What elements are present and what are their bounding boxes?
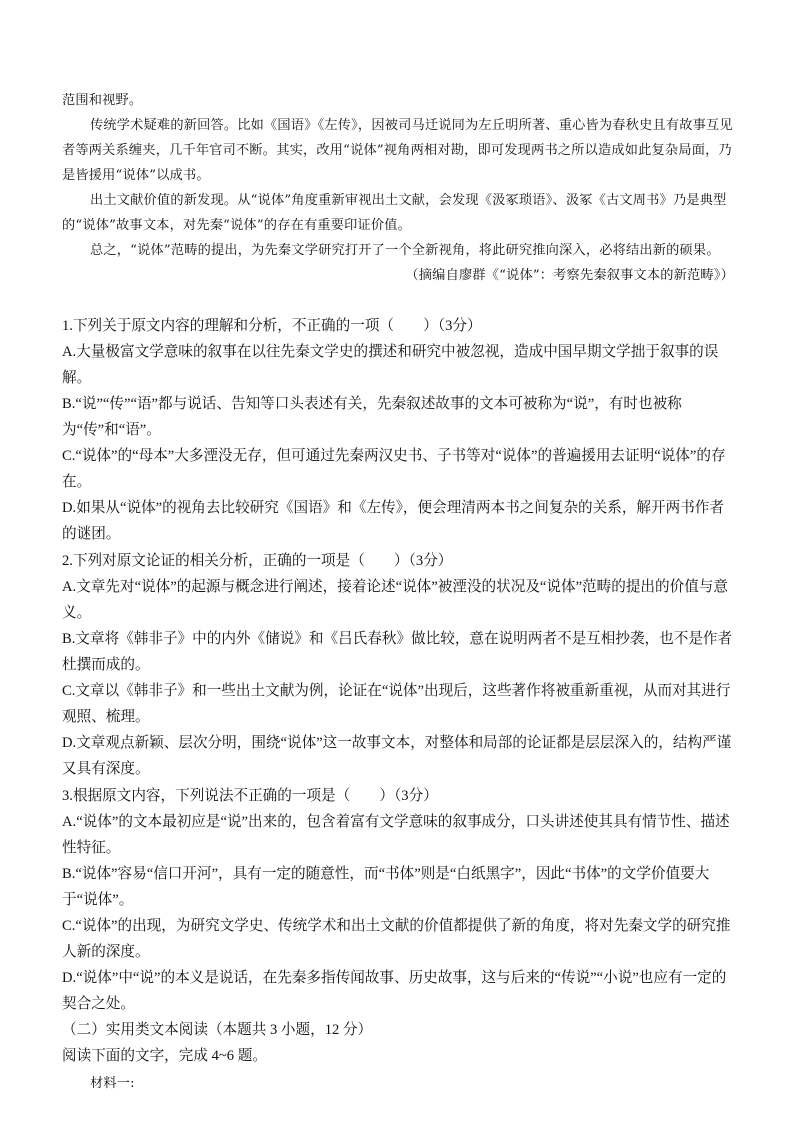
question-option: A.大量极富文学意味的叙事在以往先秦文学史的撰述和研究中被忽视，造成中国早期文学拙于叙事的误解。	[62, 344, 719, 386]
passage-paragraph: 总之，“说体”范畴的提出，为先秦文学研究打开了一个全新视角，将此研究推向深入，必将结出新的硕果。	[90, 243, 720, 258]
section-2	[62, 1017, 734, 1096]
section-heading: （二）实用类文本阅读（本题共 3 小题，12 分）	[62, 1022, 373, 1038]
question-option: B.文章将《韩非子》中的内外《储说》和《吕氏春秋》做比较，意在说明两者不是互相抄袭，也不是作者杜撰而成的。	[62, 631, 733, 673]
question-option: B.“说体”容易“信口开河”，具有一定的随意性，而“书体”则是“白纸黑字”，因此“书体”的文学价值要大于“说体”。	[62, 866, 710, 908]
question-option: A.文章先对“说体”的起源与概念进行阐述，接着论述“说体”被湮没的状况及“说体”范畴的提出的价值与意义。	[62, 579, 728, 621]
question-option: C.“说体”的“母本”大多湮没无存，但可通过先秦两汉史书、子书等对“说体”的普遍援用去证明“说体”的存在。	[62, 448, 726, 490]
question-option: C.“说体”的出现，为研究文学史、传统学术和出土文献的价值都提供了新的角度，将对先秦文学的研究推人新的深度。	[62, 918, 731, 960]
question-option: D.“说体”中“说”的本义是说话，在先秦多指传闻故事、历史故事，这与后来的“传说”“小说”也应有一定的契合之处。	[62, 970, 727, 1012]
passage-source: （摘编自廖群《“说体”：考察先秦叙事文本的新范畴》）	[405, 268, 734, 283]
question-option: D.如果从“说体”的视角去比较研究《国语》和《左传》，便会理清两本书之间复杂的关系，解开两书作者的谜团。	[62, 500, 724, 542]
question-stem: 3.根据原文内容，下列说法不正确的一项是（ ）（3分）	[62, 788, 438, 804]
passage-paragraph: 传统学术疑难的新回答。比如《国语》《左传》，因被司马迁说同为左丘明所著、重心皆为春秋史且有故事互见者等两关系缠夹，几千年官司不断。其实，改用“说体”视角两相对勘，即可发现两书之所以造成如此复杂局面，乃是皆援用“说体”以成书。	[62, 118, 733, 183]
question-option: D.文章观点新颖、层次分明，围绕“说体”这一故事文本，对整体和局部的论证都是层层深入的，结构严谨又具有深度。	[62, 735, 732, 777]
question-3	[62, 783, 734, 1017]
passage-continuation: 范围和视野。	[62, 93, 143, 108]
passage-excerpt	[62, 88, 734, 288]
section-instruction: 阅读下面的文字，完成 4~6 题。	[62, 1048, 267, 1064]
question-list	[62, 312, 734, 1096]
question-2	[62, 548, 734, 782]
passage-paragraph: 出土文献价值的新发现。从“说体”角度重新审视出土文献，会发现《汲冢琐语》、汲冢《古文周书》乃是典型的“说体”故事文本，对先秦“说体”的存在有重要印证价值。	[62, 193, 727, 233]
question-option: B.“说”“传”“语”都与说话、告知等口头表述有关，先秦叙述故事的文本可被称为“说”，有时也被称为“传”和“语”。	[62, 396, 682, 438]
question-stem: 2.下列对原文论证的相关分析，正确的一项是（ ）（3分）	[62, 553, 453, 569]
question-stem: 1.下列关于原文内容的理解和分析，不正确的一项（ ）（3分）	[62, 318, 482, 334]
question-option: A.“说体”的文本最初应是“说”出来的，包含着富有文学意味的叙事成分，口头讲述使其具有情节性、描述性特征。	[62, 814, 730, 856]
question-option: C.文章以《韩非子》和一些出土文献为例，论证在“说体”出现后，这些著作将被重新重视，从而对其进行观照、梳理。	[62, 683, 731, 725]
question-1	[62, 313, 734, 547]
material-label: 材料一:	[90, 1076, 135, 1091]
